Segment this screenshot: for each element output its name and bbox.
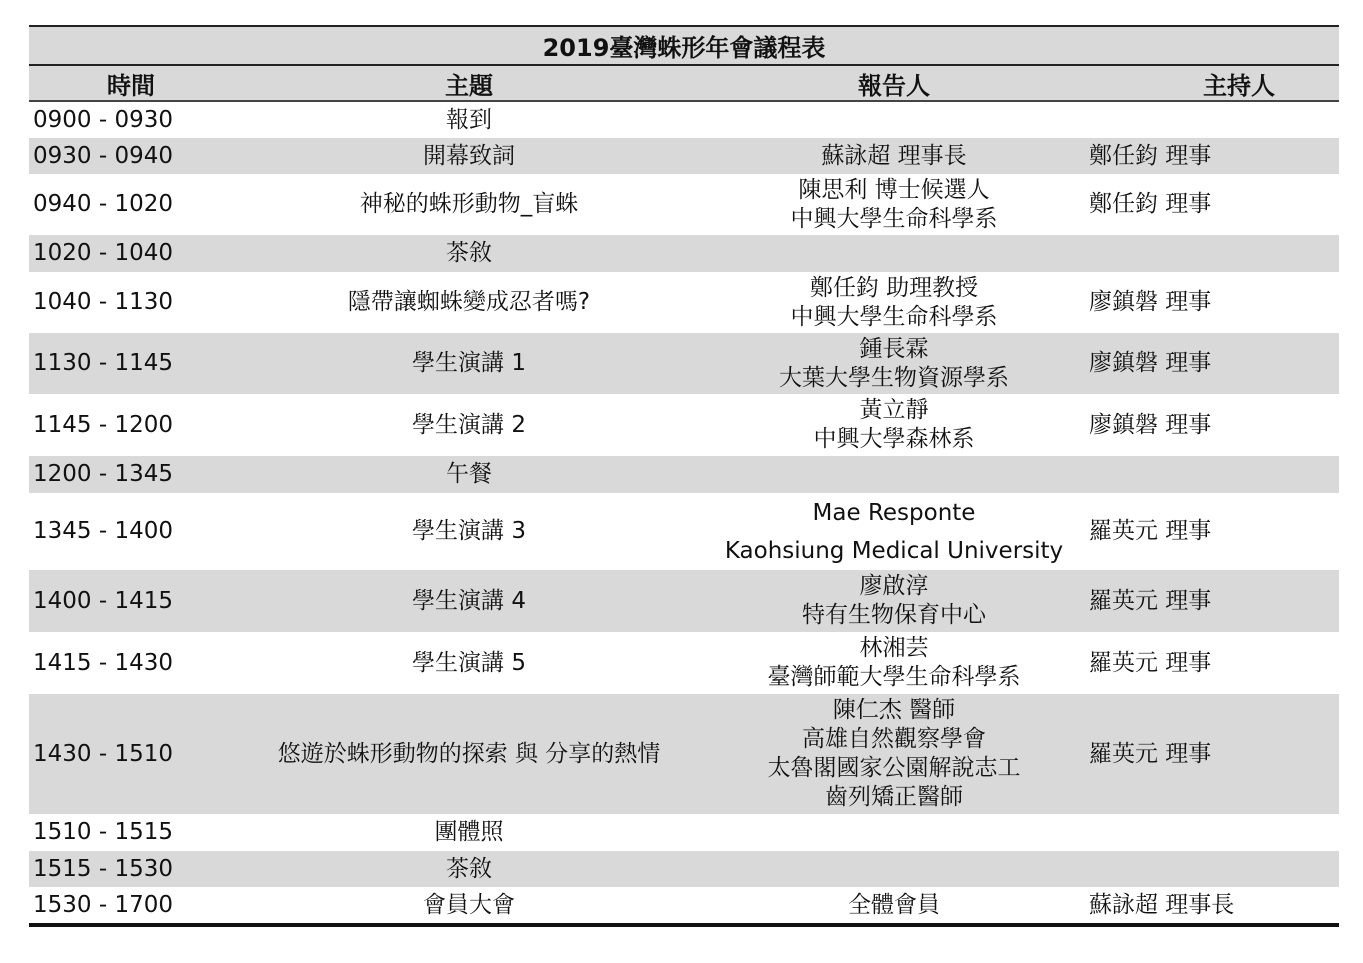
speaker-line: 中興大學生命科學系 [790, 205, 998, 232]
table-row [29, 235, 1339, 272]
speaker-line: 中興大學生命科學系 [790, 303, 998, 330]
header-topic: 主題 [445, 71, 493, 100]
speaker-line: 中興大學森林系 [813, 426, 975, 452]
row-speaker [699, 174, 1089, 235]
row-host [1089, 102, 1339, 138]
speaker-line: 太魯閣國家公園解說志工 [767, 755, 1021, 781]
table-row [29, 174, 1339, 235]
speaker-line: Kaohsiung Medical University [724, 537, 1064, 564]
speaker-line: 特有生物保育中心 [802, 602, 986, 628]
row-time: 1130 - 1145 [33, 350, 173, 376]
row-host [1089, 814, 1339, 851]
header-time: 時間 [107, 71, 155, 100]
speaker-line: 齒列矯正醫師 [825, 784, 963, 810]
table-title: 2019臺灣蛛形年會議程表 [29, 25, 1339, 66]
row-topic: 學生演講 1 [412, 350, 526, 376]
row-speaker [699, 887, 1089, 923]
row-time: 1430 - 1510 [33, 740, 173, 767]
row-host: 羅英元 理事 [1089, 740, 1212, 767]
row-topic: 學生演講 3 [412, 518, 526, 544]
row-time: 1530 - 1700 [33, 891, 173, 918]
row-topic: 神秘的蛛形動物_盲蛛 [359, 191, 579, 217]
row-time: 1400 - 1415 [33, 587, 173, 614]
table-row [29, 138, 1339, 174]
row-topic: 報到 [446, 106, 492, 133]
row-time: 1415 - 1430 [33, 649, 173, 676]
row-host: 蘇詠超 理事長 [1089, 891, 1235, 918]
row-time: 0900 - 0930 [33, 106, 173, 133]
speaker-line: 鄭任鈞 助理教授 [809, 274, 979, 301]
table-row [29, 456, 1339, 493]
table-row [29, 102, 1339, 138]
row-host [1089, 235, 1339, 272]
row-time: 1345 - 1400 [33, 518, 173, 544]
row-speaker [699, 102, 1089, 138]
row-topic: 開幕致詞 [423, 142, 515, 169]
row-host: 廖鎮磐 理事 [1089, 350, 1212, 376]
row-host: 鄭任鈞 理事 [1089, 142, 1212, 169]
row-speaker [699, 272, 1089, 333]
row-host: 廖鎮磐 理事 [1089, 411, 1212, 438]
row-speaker [699, 456, 1089, 493]
table-row [29, 851, 1339, 887]
row-time: 0930 - 0940 [33, 142, 173, 169]
row-topic: 午餐 [446, 461, 492, 487]
agenda-table [29, 25, 1339, 927]
speaker-line: Mae Responte [812, 499, 976, 526]
header-row [29, 66, 1339, 102]
speaker-line: 臺灣師範大學生命科學系 [767, 664, 1021, 690]
row-time: 1040 - 1130 [33, 289, 173, 315]
row-topic: 學生演講 4 [412, 587, 526, 614]
row-topic: 學生演講 5 [412, 649, 526, 676]
row-speaker [699, 814, 1089, 851]
row-topic: 會員大會 [423, 891, 515, 918]
table-row [29, 887, 1339, 923]
table-row [29, 570, 1339, 632]
row-topic: 隱帶讓蜘蛛變成忍者嗎? [347, 289, 591, 315]
table-row [29, 333, 1339, 394]
header-host: 主持人 [1203, 71, 1275, 100]
row-topic: 茶敘 [446, 855, 492, 882]
row-host [1089, 851, 1339, 887]
row-host: 羅英元 理事 [1089, 587, 1212, 614]
table-row [29, 493, 1339, 570]
speaker-line: 高雄自然觀察學會 [802, 726, 986, 752]
speaker-line: 黃立靜 [859, 397, 929, 423]
table-row [29, 814, 1339, 851]
row-speaker [699, 493, 1089, 570]
bottom-rule [29, 923, 1339, 927]
row-speaker [699, 570, 1089, 632]
row-speaker [699, 138, 1089, 174]
row-speaker [699, 694, 1089, 814]
row-time: 1515 - 1530 [33, 855, 173, 882]
speaker-line: 蘇詠超 理事長 [821, 142, 967, 169]
row-host: 羅英元 理事 [1089, 518, 1212, 544]
row-time: 1510 - 1515 [33, 819, 173, 845]
speaker-line: 鍾長霖 [859, 335, 929, 362]
row-topic: 悠遊於蛛形動物的探索 與 分享的熱情 [277, 740, 661, 767]
table-row [29, 394, 1339, 456]
row-host: 廖鎮磐 理事 [1089, 289, 1212, 315]
row-topic: 團體照 [434, 819, 504, 845]
row-host: 羅英元 理事 [1089, 649, 1212, 676]
speaker-line: 大葉大學生物資源學系 [779, 364, 1009, 391]
row-host: 鄭任鈞 理事 [1089, 191, 1212, 217]
row-speaker [699, 632, 1089, 694]
row-time: 1145 - 1200 [33, 411, 173, 438]
row-topic: 學生演講 2 [412, 411, 526, 438]
row-speaker [699, 235, 1089, 272]
row-host [1089, 456, 1339, 493]
speaker-line: 廖啟淳 [859, 573, 929, 599]
row-speaker [699, 851, 1089, 887]
row-speaker [699, 394, 1089, 456]
table-row [29, 632, 1339, 694]
row-time: 1200 - 1345 [33, 461, 173, 487]
speaker-line: 全體會員 [848, 891, 940, 918]
speaker-line: 陳思利 博士候選人 [798, 176, 990, 203]
table-row [29, 272, 1339, 333]
speaker-line: 林湘芸 [859, 635, 929, 661]
row-speaker [699, 333, 1089, 394]
table-row [29, 694, 1339, 814]
row-time: 1020 - 1040 [33, 240, 173, 266]
header-speaker: 報告人 [858, 71, 930, 100]
agenda-rows [29, 102, 1339, 923]
row-topic: 茶敘 [446, 240, 492, 266]
speaker-line: 陳仁杰 醫師 [832, 697, 956, 723]
row-time: 0940 - 1020 [33, 191, 173, 217]
